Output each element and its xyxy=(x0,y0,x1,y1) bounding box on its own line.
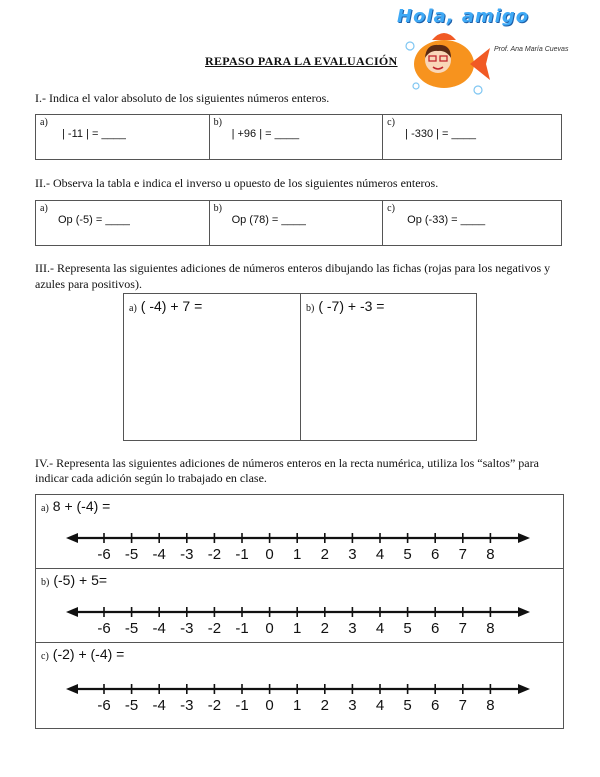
item-label: b) xyxy=(213,203,222,214)
addition-exercise-b: ( -7) + -3 = xyxy=(318,298,385,314)
section-4-question-line-2: indicar cada adición según lo trabajado en clase. xyxy=(35,471,267,485)
tick-label: 3 xyxy=(348,697,357,714)
tick-label: -5 xyxy=(124,697,139,714)
abs-value-exercise-a: | -11 | = ____ xyxy=(62,128,126,140)
tick-label: 3 xyxy=(348,620,357,637)
tick-label: 8 xyxy=(486,620,495,637)
tick-label: -2 xyxy=(207,546,222,563)
right-arrow-icon xyxy=(518,684,530,694)
number-line xyxy=(36,495,563,568)
tick-label: 1 xyxy=(293,697,302,714)
tick-label: 4 xyxy=(375,697,385,714)
tick-label: -1 xyxy=(235,620,249,637)
number-line-box-c[interactable] xyxy=(35,642,564,729)
tick-label: -3 xyxy=(180,620,194,637)
left-arrow-icon xyxy=(66,684,78,694)
item-label: a) xyxy=(129,303,137,314)
right-arrow-icon xyxy=(518,607,530,617)
item-label: c) xyxy=(387,117,395,128)
item-label: a) xyxy=(40,203,48,214)
section-3-question-line-2: azules para positivos). xyxy=(35,277,142,291)
tick-label: 2 xyxy=(320,546,329,563)
tick-label: 5 xyxy=(403,546,412,563)
section-2-cell-b xyxy=(209,201,383,246)
tick-label: 3 xyxy=(348,546,357,563)
left-arrow-icon xyxy=(66,533,78,543)
item-label: a) xyxy=(41,503,49,514)
tick-label: -6 xyxy=(97,620,111,637)
item-label: a) xyxy=(40,117,48,128)
tick-label: -4 xyxy=(152,546,166,563)
left-arrow-icon xyxy=(66,607,78,617)
tick-label: -6 xyxy=(97,546,111,563)
item-label: c) xyxy=(387,203,395,214)
tick-label: 6 xyxy=(431,620,440,637)
number-line xyxy=(36,643,563,728)
tick-label: 1 xyxy=(293,546,302,563)
tick-label: -4 xyxy=(152,697,166,714)
section-1-cell-a xyxy=(36,115,210,160)
tick-label: -3 xyxy=(180,697,194,714)
item-label: b) xyxy=(41,577,50,588)
section-1-table xyxy=(35,114,562,160)
addition-exercise-a: ( -4) + 7 = xyxy=(140,298,203,314)
number-line-exercise-a: 8 + (-4) = xyxy=(52,498,111,514)
number-line-exercise-b: (-5) + 5= xyxy=(53,572,108,588)
section-1-cell-b xyxy=(209,115,383,160)
tick-label: 8 xyxy=(486,546,495,563)
tick-label: 0 xyxy=(265,697,274,714)
tick-label: 4 xyxy=(375,546,385,563)
tick-label: -6 xyxy=(97,697,111,714)
tick-label: 5 xyxy=(403,620,412,637)
section-2-table xyxy=(35,200,562,246)
tick-label: -2 xyxy=(207,620,222,637)
tick-label: 0 xyxy=(265,546,274,563)
tick-label: -1 xyxy=(235,697,249,714)
section-4-question-line-1: IV.- Representa las siguientes adiciones de números enteros en la recta numérica, utiliza los “saltos” para xyxy=(35,456,539,470)
section-2-cell-a xyxy=(36,201,210,246)
tick-label: -5 xyxy=(124,620,139,637)
section-1-cell-c xyxy=(383,115,562,160)
abs-value-exercise-c: | -330 | = ____ xyxy=(405,128,477,140)
tick-label: 6 xyxy=(431,697,440,714)
page-title: REPASO PARA LA EVALUACIÓN xyxy=(205,54,398,68)
logo-title: Hola, amigo xyxy=(397,6,530,27)
number-line xyxy=(36,569,563,642)
opposite-exercise-a: Op (-5) = ____ xyxy=(58,214,130,226)
opposite-exercise-c: Op (-33) = ____ xyxy=(407,214,486,226)
abs-value-exercise-b: | +96 | = ____ xyxy=(231,128,300,140)
tick-label: 0 xyxy=(265,620,274,637)
opposite-exercise-b: Op (78) = ____ xyxy=(231,214,306,226)
tick-label: -1 xyxy=(235,546,249,563)
item-label: b) xyxy=(306,303,315,314)
chips-drawing-box-a[interactable] xyxy=(123,293,301,441)
tick-label: 2 xyxy=(320,620,329,637)
number-line-box-a[interactable] xyxy=(35,494,564,569)
tick-label: 2 xyxy=(320,697,329,714)
tick-label: -3 xyxy=(180,546,194,563)
number-line-box-b[interactable] xyxy=(35,568,564,643)
section-3-question-line-1: III.- Representa las siguientes adiciones de números enteros dibujando las fichas (rojas para los negativos y xyxy=(35,261,551,275)
tick-label: -2 xyxy=(207,697,222,714)
section-2-question: II.- Observa la tabla e indica el inverso u opuesto de los siguientes números enteros. xyxy=(35,176,439,190)
tick-label: 7 xyxy=(458,697,467,714)
tick-label: 7 xyxy=(458,546,467,563)
tick-label: -5 xyxy=(124,546,139,563)
item-label: c) xyxy=(41,651,49,662)
tick-label: 7 xyxy=(458,620,467,637)
tick-label: 1 xyxy=(293,620,302,637)
item-label: b) xyxy=(213,117,222,128)
tick-label: 4 xyxy=(375,620,385,637)
chips-drawing-box-b[interactable] xyxy=(300,293,477,441)
tick-label: 5 xyxy=(403,697,412,714)
author-name: Prof. Ana María Cuevas xyxy=(494,46,569,53)
right-arrow-icon xyxy=(518,533,530,543)
number-line-exercise-c: (-2) + (-4) = xyxy=(52,646,125,662)
tick-label: -4 xyxy=(152,620,166,637)
section-1-question: I.- Indica el valor absoluto de los siguientes números enteros. xyxy=(35,91,330,105)
goldfish-mascot-icon xyxy=(402,26,492,98)
tick-label: 8 xyxy=(486,697,495,714)
tick-label: 6 xyxy=(431,546,440,563)
section-2-cell-c xyxy=(383,201,562,246)
